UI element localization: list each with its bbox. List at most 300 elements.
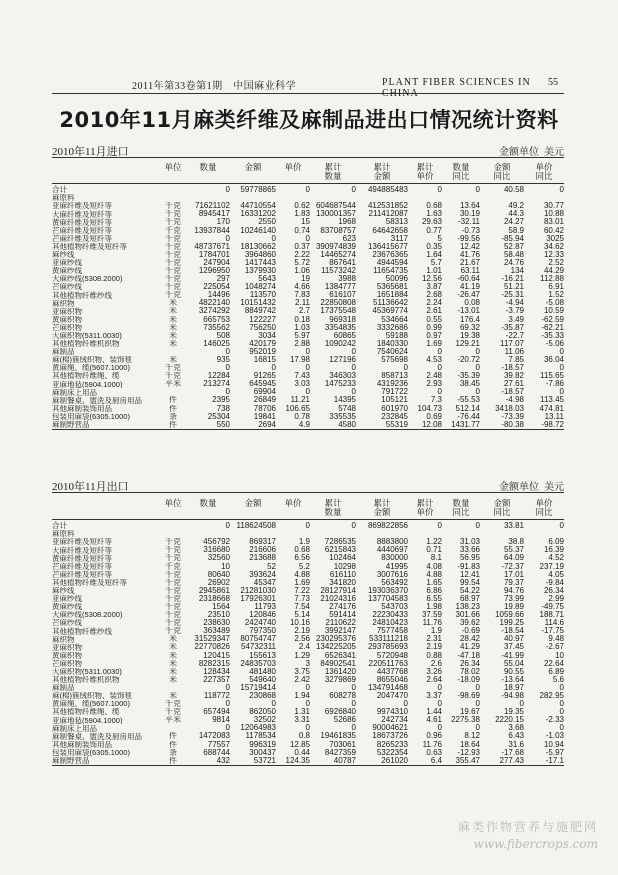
row-label: 亚麻织物: [52, 643, 82, 652]
row-label: 合计: [52, 185, 67, 195]
value-cell: 8945417: [198, 210, 230, 219]
unit-cell: [160, 724, 186, 732]
value-cell: -85.94: [501, 234, 524, 243]
value-cell: 2.88: [294, 339, 310, 348]
row-label: 黄麻织物: [52, 315, 82, 324]
value-cell: [230, 194, 276, 202]
value-cell: 193036370: [367, 586, 408, 595]
table-row: [52, 380, 564, 388]
value-cell: -26.47: [457, 291, 480, 300]
value-cell: 456792: [203, 538, 230, 547]
column-header: 累计 单价: [408, 496, 442, 520]
value-cell: 4.66: [294, 283, 310, 292]
value-cell: 22230433: [372, 611, 408, 620]
value-cell: 2.52: [548, 258, 564, 267]
value-cell: 17.01: [503, 570, 524, 579]
value-cell: 73.99: [503, 594, 524, 603]
value-cell: 50096: [385, 275, 408, 284]
value-cell: 274176: [329, 602, 356, 611]
column-header: 金额: [230, 496, 276, 520]
value-cell: 3007616: [376, 570, 408, 579]
row-label: 其他植物纤维绳、缆: [52, 372, 120, 381]
value-cell: 867641: [329, 258, 356, 267]
table-row: [52, 716, 564, 724]
value-cell: -47.18: [457, 651, 480, 660]
unit-cell: 件: [169, 404, 177, 413]
table-row: [52, 267, 564, 275]
table-row: [52, 283, 564, 291]
value-cell: 0.96: [426, 732, 442, 741]
value-cell: 113.45: [540, 396, 564, 405]
table-row: [52, 546, 564, 554]
table-row: [52, 619, 564, 627]
value-cell: 60865: [333, 331, 356, 340]
value-cell: 862050: [249, 708, 276, 717]
unit-cell: 米: [169, 651, 177, 660]
column-header: 单价: [276, 496, 310, 520]
value-cell: 1651884: [376, 291, 408, 300]
value-cell: 112.88: [540, 275, 564, 284]
value-cell: 297: [216, 275, 230, 284]
value-cell: 44.3: [508, 210, 524, 219]
row-label: 麻制野营品: [52, 756, 90, 766]
value-cell: 0.77: [426, 226, 442, 235]
value-cell: 8.1: [430, 554, 442, 563]
value-cell: 1.9: [430, 627, 442, 636]
value-cell: 22.64: [543, 659, 564, 668]
value-cell: 6.09: [548, 538, 564, 547]
value-cell: 869317: [249, 538, 276, 547]
table-row: [52, 684, 564, 692]
value-cell: 54732311: [241, 643, 276, 652]
row-label: 包装用麻袋(6305.1000): [52, 748, 130, 757]
header-row: [52, 160, 564, 184]
value-cell: 117.07: [500, 339, 524, 348]
value-cell: 0: [475, 724, 480, 733]
value-cell: 0: [351, 683, 356, 692]
value-cell: -91.83: [457, 562, 480, 571]
import-amount-unit: 金额单位_美元: [499, 147, 564, 158]
value-cell: 26902: [207, 578, 230, 587]
value-cell: 935: [216, 355, 230, 365]
unit-cell: 米: [169, 643, 177, 652]
value-cell: [356, 194, 408, 202]
value-cell: 8849742: [244, 307, 276, 316]
value-cell: 5643: [258, 275, 276, 284]
column-header: 金额: [230, 160, 276, 184]
value-cell: 11654735: [373, 266, 408, 275]
value-cell: 869822856: [367, 521, 408, 531]
row-label: 其他麻制装饰用品: [52, 740, 112, 749]
value-cell: 23510: [207, 611, 230, 620]
value-cell: 393624: [249, 570, 276, 579]
value-cell: -0.73: [461, 226, 480, 235]
value-cell: 0.69: [426, 412, 442, 421]
value-cell: 56.95: [459, 554, 480, 563]
export-table: [52, 496, 564, 766]
value-cell: -18.09: [457, 675, 480, 684]
value-cell: 2.31: [426, 635, 442, 644]
table-row: [52, 372, 564, 380]
value-cell: 118624508: [236, 521, 276, 531]
value-cell: 363489: [203, 627, 230, 636]
row-label: 麻制品: [52, 347, 75, 356]
value-cell: 1968: [338, 218, 356, 227]
table-row: [52, 579, 564, 587]
value-cell: 31.6: [508, 740, 524, 749]
value-cell: 10298: [333, 562, 356, 571]
value-cell: 51.21: [503, 283, 524, 292]
journal-english-title: PLANT FIBER SCIENCES IN CHINA: [382, 77, 531, 99]
row-label: 芒麻纤维及短纤等: [52, 562, 112, 571]
value-cell: 738: [216, 404, 230, 413]
value-cell: 18673726: [372, 732, 408, 741]
table-row: [52, 554, 564, 562]
unit-cell: 千克: [165, 708, 181, 717]
value-cell: 14465274: [320, 250, 356, 259]
unit-cell: 千克: [165, 283, 181, 292]
table-row: [52, 595, 564, 603]
value-cell: -13.01: [457, 307, 480, 316]
value-cell: 2220.15: [495, 716, 524, 725]
column-header: 累计 金额: [356, 496, 408, 520]
value-cell: 77557: [207, 740, 230, 749]
unit-cell: 千克: [165, 538, 181, 547]
value-cell: 341820: [329, 578, 356, 587]
value-cell: 24.27: [503, 218, 524, 227]
value-cell: [480, 530, 524, 538]
value-cell: -41.99: [501, 651, 524, 660]
value-cell: 21024316: [320, 594, 356, 603]
value-cell: 44.29: [543, 266, 564, 275]
row-label: 大麻纱线(5308.2000): [52, 275, 123, 284]
unit-cell: 千克: [165, 562, 181, 571]
value-cell: 4944594: [376, 258, 408, 267]
import-section-header: [52, 143, 564, 158]
table-row: [52, 307, 564, 315]
row-label: 麻织物: [52, 635, 75, 644]
value-cell: 63.11: [460, 266, 480, 275]
value-cell: 623: [342, 234, 356, 243]
value-cell: 4319236: [376, 380, 408, 389]
row-label: 大麻纤维及短纤等: [52, 210, 112, 219]
value-cell: 703061: [329, 740, 356, 749]
value-cell: 24835703: [240, 659, 276, 668]
value-cell: -5.08: [545, 299, 564, 308]
value-cell: 5.7: [430, 258, 442, 267]
value-cell: 432: [216, 756, 230, 765]
value-cell: 247904: [203, 258, 230, 267]
value-cell: 2945861: [198, 586, 230, 595]
value-cell: -18.57: [501, 364, 524, 373]
value-cell: 16.39: [543, 546, 564, 555]
value-cell: -4.98: [505, 396, 524, 405]
value-cell: 1.64: [426, 250, 442, 259]
value-cell: 176.4: [459, 315, 480, 324]
value-cell: 2.42: [294, 675, 310, 684]
value-cell: 232845: [381, 412, 408, 421]
value-cell: 5365681: [376, 283, 408, 292]
value-cell: 118772: [203, 691, 230, 701]
value-cell: 0.74: [294, 226, 310, 235]
value-cell: 78.02: [459, 667, 480, 676]
value-cell: 146025: [203, 339, 230, 348]
value-cell: [186, 194, 230, 202]
value-cell: 32502: [253, 716, 276, 725]
value-cell: 2.61: [426, 307, 442, 316]
value-cell: 138.23: [455, 602, 480, 611]
value-cell: 6.86: [426, 586, 442, 595]
value-cell: 15: [301, 218, 310, 227]
value-cell: 69904: [253, 388, 276, 397]
header-row: [52, 496, 564, 520]
value-cell: 1840330: [376, 339, 408, 348]
column-header-blank: [52, 496, 160, 520]
value-cell: 45347: [253, 578, 276, 587]
row-label: 麻原料: [52, 530, 75, 539]
value-cell: 8.12: [464, 732, 480, 741]
value-cell: 1.69: [426, 339, 442, 348]
value-cell: 6.56: [294, 554, 310, 563]
value-cell: 58.9: [508, 226, 524, 235]
value-cell: 38.8: [508, 538, 524, 547]
row-label: 麻纱线: [52, 250, 75, 259]
unit-cell: 千克: [165, 266, 181, 275]
value-cell: 858713: [381, 372, 408, 381]
table-row: [52, 692, 564, 700]
value-cell: 19.67: [459, 708, 480, 717]
value-cell: 550: [216, 420, 230, 429]
value-cell: -73.39: [501, 412, 524, 421]
value-cell: 2275.38: [451, 716, 480, 725]
table-row: [52, 660, 564, 668]
unit-cell: 米: [169, 659, 177, 668]
value-cell: [442, 530, 480, 538]
value-cell: 13.64: [459, 202, 480, 211]
value-cell: 105121: [381, 396, 408, 405]
value-cell: -4.94: [505, 299, 524, 308]
value-cell: 0: [519, 700, 524, 709]
table-row: [52, 700, 564, 708]
value-cell: 6.55: [426, 594, 442, 603]
value-cell: 0: [475, 521, 480, 531]
value-cell: 10.94: [543, 740, 564, 749]
value-cell: 2.19: [294, 627, 310, 636]
unit-cell: 条: [169, 748, 177, 757]
value-cell: 301.66: [455, 611, 480, 620]
value-cell: 3964860: [244, 250, 276, 259]
value-cell: 0.71: [426, 546, 442, 555]
value-cell: 1.44: [426, 708, 442, 717]
value-cell: 23676365: [372, 250, 408, 259]
value-cell: 33.81: [503, 521, 524, 531]
value-cell: 9814: [212, 716, 230, 725]
value-cell: -12.93: [457, 748, 480, 757]
row-label: 合计: [52, 521, 67, 531]
value-cell: 79.37: [503, 578, 524, 587]
value-cell: 44710554: [240, 202, 276, 211]
value-cell: 0.99: [426, 323, 442, 332]
value-cell: 0: [475, 683, 480, 692]
row-label: 大麻纱线(5308.2000): [52, 611, 123, 620]
value-cell: 115.65: [540, 372, 564, 381]
table-row: [52, 741, 564, 749]
value-cell: 0: [305, 521, 310, 531]
value-cell: 0: [475, 388, 480, 397]
value-cell: 1.01: [426, 266, 442, 275]
row-label: 芒麻纱线: [52, 619, 82, 628]
value-cell: -2.33: [545, 716, 564, 725]
value-cell: 113570: [249, 291, 276, 300]
row-label: 大麻织物(5311.0030): [52, 331, 122, 340]
unit-cell: 米: [169, 675, 177, 684]
value-cell: 3.31: [294, 716, 310, 725]
value-cell: -62.21: [541, 323, 564, 332]
unit-cell: 千克: [165, 554, 181, 563]
value-cell: -98.69: [457, 691, 480, 701]
value-cell: 0: [351, 700, 356, 709]
value-cell: 4822140: [198, 299, 230, 308]
row-label: 亚麻纱线: [52, 594, 82, 603]
value-cell: 645945: [249, 380, 276, 389]
unit-cell: 千克: [165, 291, 181, 300]
value-cell: 15719414: [240, 683, 276, 692]
value-cell: 2318668: [198, 594, 230, 603]
value-cell: 40787: [333, 756, 356, 765]
value-cell: 3274292: [198, 307, 230, 316]
value-cell: 549640: [249, 675, 276, 684]
value-cell: 122227: [249, 315, 276, 324]
value-cell: 1.9: [298, 538, 310, 547]
value-cell: 0: [437, 724, 442, 733]
unit-cell: 千克: [165, 258, 181, 267]
value-cell: 2395: [212, 396, 230, 405]
row-label: 亚麻纤维及短纤等: [52, 538, 112, 547]
value-cell: 3279869: [324, 675, 356, 684]
value-cell: -17.1: [545, 756, 564, 765]
table-row: [52, 226, 564, 234]
value-cell: 10.59: [543, 307, 564, 316]
column-header: 单位: [160, 496, 186, 520]
value-cell: 0: [225, 364, 230, 373]
value-cell: 0: [559, 364, 564, 373]
value-cell: 0.78: [294, 412, 310, 421]
row-label: 其他植物纤维及短纤等: [52, 242, 127, 251]
value-cell: 1431.77: [451, 420, 480, 429]
value-cell: 2694: [258, 420, 276, 429]
value-cell: 237.19: [539, 562, 564, 571]
value-cell: [310, 530, 356, 538]
value-cell: 3354835: [324, 323, 356, 332]
value-cell: 4.9: [298, 420, 310, 429]
value-cell: -49.75: [541, 602, 564, 611]
value-cell: 6.91: [548, 283, 564, 292]
value-cell: -80.38: [501, 420, 524, 429]
value-cell: 21281030: [240, 586, 276, 595]
value-cell: 0.18: [294, 315, 310, 324]
value-cell: 0: [475, 700, 480, 709]
value-cell: 0: [559, 521, 564, 531]
value-cell: 11793: [254, 602, 276, 611]
value-cell: 11.21: [290, 396, 310, 405]
value-cell: 0: [437, 364, 442, 373]
value-cell: -18.57: [501, 388, 524, 397]
value-cell: 2.24: [426, 299, 442, 308]
value-cell: 4.88: [426, 570, 442, 579]
value-cell: 3418.03: [495, 404, 524, 413]
value-cell: 0: [305, 388, 310, 397]
value-cell: 346303: [329, 372, 356, 381]
unit-cell: 千克: [165, 226, 181, 235]
row-label: 其他植物纤维绳、缆: [52, 708, 120, 717]
value-cell: 12.33: [543, 250, 564, 259]
row-label: 芒麻织物: [52, 323, 82, 332]
value-cell: 19.35: [503, 708, 524, 717]
table-row: [52, 643, 564, 651]
unit-cell: 千克: [165, 546, 181, 555]
value-cell: 1296950: [198, 266, 230, 275]
row-label: 麻织物: [52, 299, 75, 308]
value-cell: 40.58: [503, 185, 524, 195]
table-row: [52, 291, 564, 299]
unit-cell: 件: [169, 396, 177, 405]
value-cell: 481480: [249, 667, 276, 676]
table-row: [52, 348, 564, 356]
value-cell: 2.7: [298, 307, 310, 316]
value-cell: 3.03: [294, 380, 310, 389]
value-cell: 10151432: [240, 299, 276, 308]
value-cell: 0: [305, 700, 310, 709]
unit-cell: [160, 194, 186, 202]
column-header: 数量: [186, 160, 230, 184]
value-cell: 1178534: [245, 732, 276, 741]
unit-cell: 件: [169, 420, 177, 429]
table-row: [52, 757, 564, 766]
value-cell: 49.2: [508, 202, 524, 211]
unit-cell: 千克: [165, 234, 181, 243]
column-header: 数量 同比: [442, 496, 480, 520]
value-cell: 0: [351, 347, 356, 356]
value-cell: 261020: [381, 756, 408, 765]
value-cell: 830000: [381, 554, 408, 563]
table-row: [52, 202, 564, 210]
value-cell: -94.98: [501, 691, 524, 701]
value-cell: -17.68: [501, 748, 524, 757]
value-cell: 797350: [249, 627, 276, 636]
row-label: 麻制品: [52, 683, 75, 692]
row-label: 大麻织物(5311.0030): [52, 667, 122, 676]
value-cell: 83.01: [543, 218, 564, 227]
value-cell: 563492: [381, 578, 408, 587]
row-label: 亚麻纱线: [52, 258, 82, 267]
value-cell: -13.64: [501, 675, 524, 684]
unit-cell: 米: [169, 355, 177, 365]
value-cell: 34.62: [543, 242, 564, 251]
value-cell: 199.25: [499, 619, 524, 628]
value-cell: 1.31: [294, 708, 310, 717]
value-cell: 0: [351, 388, 356, 397]
value-cell: -18.54: [501, 627, 524, 636]
value-cell: 120846: [249, 611, 276, 620]
row-label: 其他植物纤维纱线: [52, 291, 112, 300]
value-cell: 31529347: [194, 635, 230, 644]
row-label: 其他植物纤维及短纤等: [52, 578, 127, 587]
value-cell: 137704583: [367, 594, 408, 603]
value-cell: 0: [225, 521, 230, 531]
value-cell: 83708757: [320, 226, 356, 235]
page-title: 2010年11月麻类纤维及麻制品进出口情况统计资料: [59, 108, 559, 132]
value-cell: 0: [437, 521, 442, 531]
